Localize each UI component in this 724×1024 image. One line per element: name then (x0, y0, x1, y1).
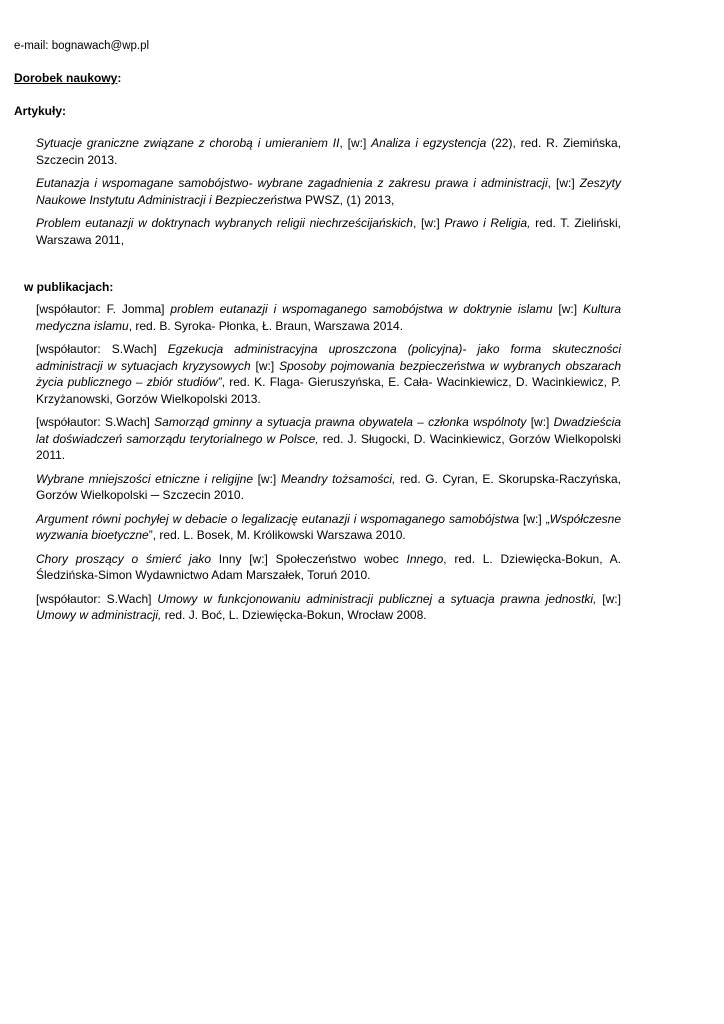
publication-sep: [w:] (596, 591, 621, 606)
email-line (14, 38, 149, 55)
publication-source: Umowy w administracji, (36, 608, 162, 622)
publication-details: , red. B. Syroka- Płonka, Ł. Braun, Warszawa 2014. (128, 318, 404, 333)
publication-source: Dwadzieścia lat doświadczeń samorządu terytorialnego w Polsce, (36, 415, 621, 446)
publication-title: Samorząd gminny a sytuacja prawna obywatela – członka wspólnoty (154, 415, 527, 429)
article-entry-2 (36, 175, 621, 208)
publication-details: , red. L. Dziewięcka-Bokun, A. Śledzińska-Simon Wydawnictwo Adam Marszałek, Toruń 2010. (36, 551, 621, 582)
publication-details: red. G. Cyran, E. Skorupska-Raczyńska, Gorzów Wielkopolski ─ Szczecin 2010. (36, 471, 621, 502)
article-details: PWSZ, (1) 2013, (301, 192, 395, 207)
publication-title: problem eutanazji i wspomaganego samobójstwa w doktrynie islamu (170, 302, 553, 316)
publication-title: Chory proszący o śmierć jako (36, 551, 212, 566)
publication-sep: [w:] (552, 302, 583, 316)
publication-coauthor: [współautor: S.Wach] (36, 415, 155, 429)
publication-source: Kultura medyczna islamu (36, 302, 621, 333)
article-source: Prawo i Religia, (444, 216, 531, 230)
section-heading-dorobek (14, 70, 121, 87)
article-title: Problem eutanazji w doktrynach wybranych religii niechrześcijańskich (36, 216, 413, 230)
publication-source: Innego (406, 551, 444, 566)
article-sep: , [w:] (547, 176, 580, 190)
publication-coauthor: [współautor: S.Wach] (36, 591, 158, 606)
publication-sep: [w:] „ (519, 511, 550, 526)
article-entry-1 (36, 135, 621, 168)
section-heading-publications: w publikacjach: (24, 280, 114, 294)
publications-list (36, 301, 621, 631)
article-sep: , [w:] (412, 216, 445, 230)
article-sep: , [w:] (339, 136, 372, 150)
publication-entry-3 (36, 414, 621, 464)
publication-sep: Inny [w:] Społeczeństwo wobec (211, 551, 407, 566)
publication-entry-5 (36, 511, 621, 544)
article-entry-3 (36, 215, 621, 248)
publication-entry-7 (36, 591, 621, 624)
publication-entry-2 (36, 341, 621, 407)
email-value: bognawach@wp.pl (51, 40, 150, 52)
articles-list (36, 135, 621, 255)
article-details: (22), red. R. Ziemińska, Szczecin 2013. (36, 136, 622, 167)
publication-coauthor: [współautor: F. Jomma] (36, 302, 171, 316)
dorobek-heading-text: Dorobek naukowy (14, 71, 118, 85)
section-heading-articles: Artykuły: (14, 104, 67, 118)
publication-source: Meandry tożsamości, (280, 471, 396, 486)
article-title: Sytuacje graniczne związane z chorobą i umieraniem II (36, 136, 340, 150)
publication-entry-4 (36, 471, 621, 504)
publication-title: Egzekucja administracyjna uproszczona (policyjna)- jako forma skuteczności administracji w sytuacjach kryzysowych (36, 342, 621, 373)
publication-details: , red. K. Flaga- Gieruszyńska, E. Cała- Wacinkiewicz, D. Wacinkiewicz, P. Krzyżanowski, Gorzów Wielkopolski 2013. (36, 375, 621, 406)
article-source: Zeszyty Naukowe Instytutu Administracji i Bezpieczeństwa (36, 176, 621, 207)
article-details: red. T. Zieliński, Warszawa 2011, (36, 216, 621, 247)
publication-entry-1 (36, 301, 621, 334)
publication-source: Współczesne wyzwania bioetyczne (36, 511, 621, 542)
publication-details: red. J. Boć, L. Dziewięcka-Bokun, Wrocław 2008. (161, 608, 427, 622)
dorobek-heading-colon: : (117, 71, 122, 85)
publication-source: Sposoby pojmowania bezpieczeństwa w wybranych obszarach życia publicznego – zbiór studiów” (36, 358, 621, 389)
article-title: Eutanazja i wspomagane samobójstwo- wybrane zagadnienia z zakresu prawa i administracji (36, 176, 548, 190)
publication-title: Wybrane mniejszości etniczne i religijne (36, 471, 254, 486)
publication-coauthor: [współautor: S.Wach] (36, 342, 168, 356)
article-source: Analiza i egzystencja (371, 136, 487, 150)
publication-title: Argument równi pochyłej w debacie o legalizację eutanazji i wspomaganego samobójstwa (36, 511, 520, 526)
publication-entry-6 (36, 551, 621, 584)
publication-sep: [w:] (253, 471, 281, 486)
publication-details: ”, red. L. Bosek, M. Królikowski Warszawa 2010. (148, 528, 406, 542)
publication-details: red. J. Sługocki, D. Wacinkiewicz, Gorzów Wielkopolski 2011. (36, 431, 621, 462)
publication-sep: [w:] (250, 358, 280, 373)
email-label: e-mail: (14, 40, 49, 52)
publication-title: Umowy w funkcjonowaniu administracji publicznej a sytuacja prawna jednostki, (157, 591, 597, 606)
publication-sep: [w:] (526, 415, 554, 429)
